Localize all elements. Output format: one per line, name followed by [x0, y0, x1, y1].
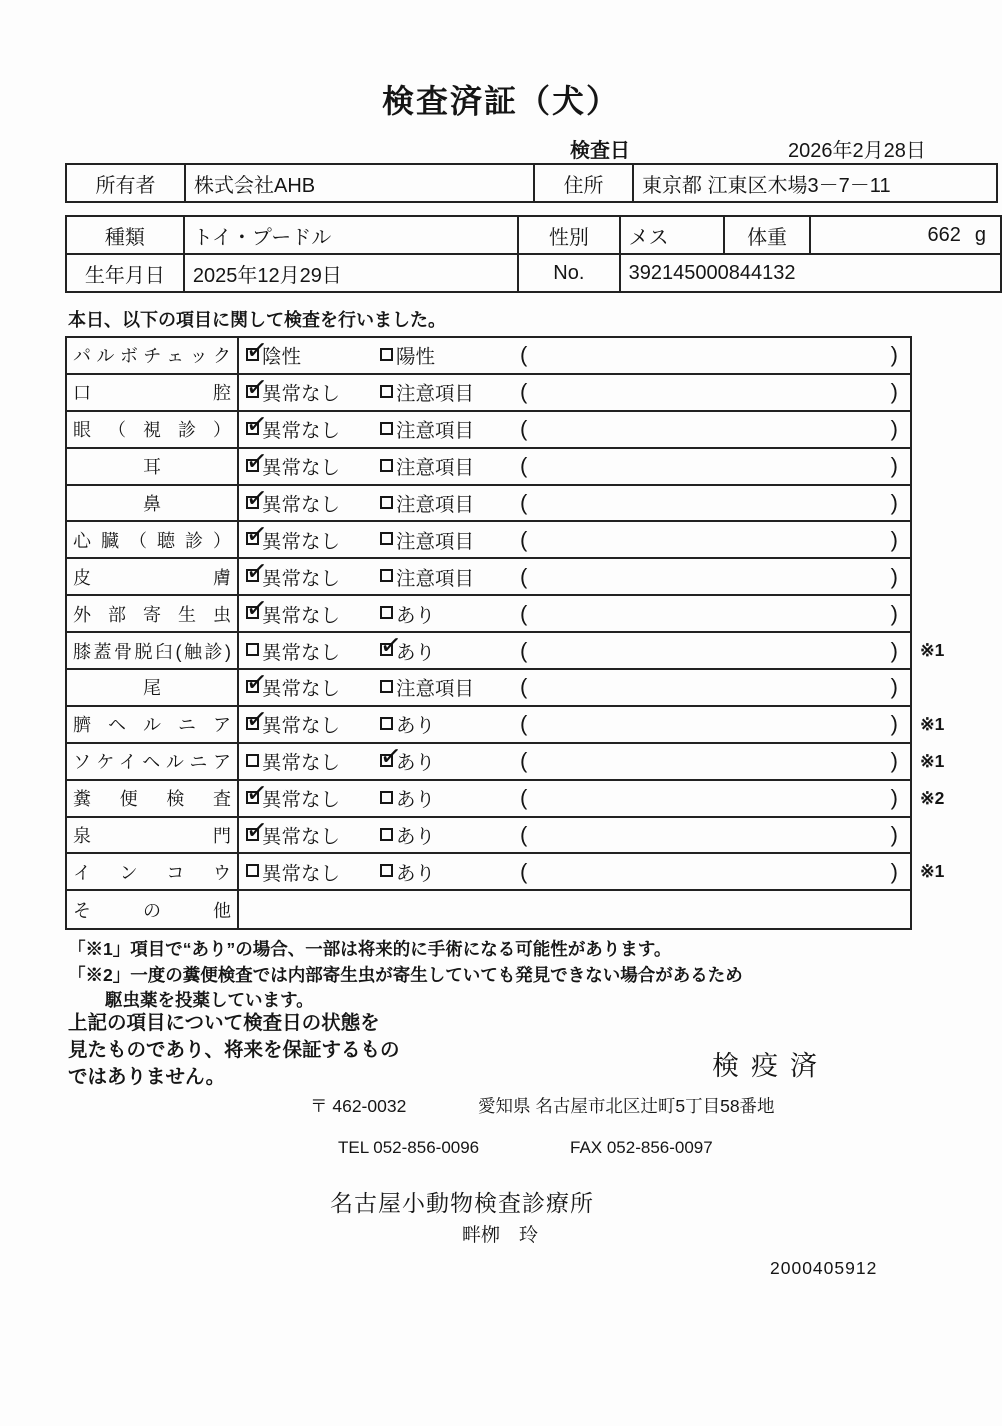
paren-close: )	[890, 342, 898, 368]
checklist-row-ectoparasites	[67, 596, 910, 633]
option1-label: 異常なし	[262, 826, 341, 849]
option2-label: 注意項目	[396, 457, 475, 480]
disclaimer-line3: ではありません。	[68, 1066, 226, 1088]
checkbox-normal	[246, 643, 259, 656]
checkbox-normal	[246, 385, 259, 398]
row-label: 泉門	[73, 826, 231, 847]
checklist-row-fontanelle	[67, 818, 910, 855]
checkbox-negative	[246, 348, 259, 361]
paren-open: (	[520, 526, 528, 552]
row-label: 心臓（聴診）	[73, 530, 231, 551]
option1-label: 異常なし	[262, 383, 341, 406]
weight-value: 662	[927, 223, 961, 246]
row-label: パルボチェック	[73, 346, 231, 367]
checkbox-normal	[246, 717, 259, 730]
paren-open: (	[520, 342, 528, 368]
checkbox-normal	[246, 569, 259, 582]
disclaimer-line2: 見たものであり、将来を保証するもの	[68, 1039, 400, 1061]
checkbox-normal	[246, 680, 259, 693]
inspection-date-value: 2026年2月28日	[788, 140, 926, 162]
option2-label: 注意項目	[396, 420, 475, 443]
paren-close: )	[890, 711, 898, 737]
checklist-row-nose	[67, 486, 910, 523]
option1-label: 異常なし	[262, 420, 341, 443]
paren-close: )	[890, 858, 898, 884]
checkbox-normal	[246, 606, 259, 619]
certificate-no-value: 392145000844132	[620, 254, 1001, 292]
owner-label: 所有者	[66, 164, 185, 202]
row-label: 皮膚	[73, 567, 231, 588]
option2-label: 注意項目	[396, 530, 475, 553]
option2-label: あり	[396, 752, 436, 775]
veterinarian-name: 畔栁 玲	[462, 1225, 539, 1246]
paren-open: (	[520, 416, 528, 442]
paren-close: )	[890, 674, 898, 700]
row-label: 臍ヘルニア	[73, 715, 231, 736]
paren-close: )	[890, 748, 898, 774]
option2-label: 陽性	[396, 346, 436, 369]
checklist-row-inguinal-hernia	[67, 744, 945, 781]
checkbox-present	[380, 791, 393, 804]
checklist-row-umbilical-hernia	[67, 707, 945, 744]
weight-unit: g	[974, 223, 986, 246]
paren-open: (	[520, 637, 528, 663]
checkbox-present	[380, 606, 393, 619]
option1-label: 異常なし	[262, 752, 341, 775]
checklist-row-tail	[67, 670, 910, 707]
option2-label: あり	[396, 604, 436, 627]
clinic-name: 名古屋小動物検査診療所	[330, 1190, 594, 1216]
option1-label: 異常なし	[262, 604, 341, 627]
checklist-row-parvo	[67, 338, 910, 375]
checkbox-normal	[246, 864, 259, 877]
row-label: 糞便検査	[73, 789, 231, 810]
checkbox-normal	[246, 754, 259, 767]
footnote-2: 「※2」一度の糞便検査では内部寄生虫が寄生していても発見できない場合があるため	[68, 965, 743, 985]
footnote-1: 「※1」項目で“あり”の場合、一部は将来的に手術になる可能性があります。	[68, 939, 672, 959]
option2-label: 注意項目	[396, 494, 475, 516]
disclaimer-line1: 上記の項目について検査日の状態を	[68, 1012, 380, 1034]
row-label: 膝蓋骨脱臼(触診)	[73, 641, 231, 662]
note-ref: ※1	[920, 750, 945, 771]
note-ref: ※1	[920, 640, 945, 661]
option1-label: 異常なし	[262, 530, 341, 553]
row-label: 口腔	[73, 383, 231, 404]
option2-label: あり	[396, 715, 436, 738]
checklist-row-heart	[67, 522, 910, 559]
checklist-row-fecal-exam	[67, 781, 945, 818]
clinic-fax: FAX 052-856-0097	[570, 1138, 713, 1157]
option2-label: あり	[396, 826, 436, 849]
row-label: 外部寄生虫	[73, 604, 231, 625]
birth-date-label: 生年月日	[66, 254, 184, 292]
paren-open: (	[520, 453, 528, 479]
paren-open: (	[520, 379, 528, 405]
paren-close: )	[890, 785, 898, 811]
paren-close: )	[890, 526, 898, 552]
note-ref: ※1	[920, 861, 945, 882]
breed-label: 種類	[66, 216, 184, 254]
option1-label: 異常なし	[262, 715, 341, 738]
checklist-row-skin	[67, 559, 910, 596]
owner-table	[65, 163, 998, 203]
option1-label: 陰性	[262, 346, 302, 369]
clinic-tel: TEL 052-856-0096	[338, 1138, 480, 1157]
checklist-row-mouth	[67, 375, 910, 412]
option1-label: 異常なし	[262, 567, 341, 590]
row-label: 耳	[143, 457, 161, 478]
checklist-row-other	[67, 891, 910, 928]
checkbox-caution	[380, 459, 393, 472]
paren-open: (	[520, 785, 528, 811]
checkbox-present	[380, 864, 393, 877]
clinic-address: 愛知県 名古屋市北区辻町5丁目58番地	[478, 1096, 775, 1116]
paren-close: )	[890, 416, 898, 442]
option1-label: 異常なし	[262, 641, 341, 664]
weight-label: 体重	[724, 216, 810, 254]
option1-label: 異常なし	[262, 494, 341, 516]
checklist-table	[65, 336, 945, 930]
paren-close: )	[890, 822, 898, 848]
checkbox-normal	[246, 791, 259, 804]
checkbox-caution	[380, 680, 393, 693]
row-label: 鼻	[143, 494, 161, 514]
checklist-row-inkou	[67, 854, 945, 891]
checkbox-normal	[246, 828, 259, 841]
paren-close: )	[890, 453, 898, 479]
paren-open: (	[520, 600, 528, 626]
owner-value: 株式会社AHB	[185, 164, 534, 202]
paren-open: (	[520, 748, 528, 774]
paren-open: (	[520, 490, 528, 515]
sex-value: メス	[620, 216, 724, 254]
certificate-no-label: No.	[518, 254, 619, 292]
checkbox-caution	[380, 569, 393, 582]
option1-label: 異常なし	[262, 862, 341, 885]
checklist-row-patella	[67, 633, 945, 670]
checklist-row-ears	[67, 449, 910, 486]
checkbox-caution	[380, 532, 393, 545]
paren-open: (	[520, 822, 528, 848]
paren-close: )	[890, 637, 898, 663]
inspection-date-label: 検査日	[570, 140, 630, 162]
row-label: ソケイヘルニア	[73, 752, 231, 773]
option2-label: あり	[396, 862, 436, 885]
checkbox-normal	[246, 422, 259, 435]
quarantine-stamp: 検疫済	[712, 1051, 829, 1081]
checklist-intro-text: 本日、以下の項目に関して検査を行いました。	[68, 310, 446, 330]
paren-close: )	[890, 563, 898, 589]
checkbox-normal	[246, 532, 259, 545]
option2-label: 注意項目	[396, 567, 475, 590]
paren-open: (	[520, 711, 528, 737]
paren-open: (	[520, 674, 528, 700]
option2-label: 注意項目	[396, 383, 475, 406]
paren-close: )	[890, 379, 898, 405]
page-title: 検査済証（犬）	[381, 83, 620, 119]
row-label: その他	[73, 900, 231, 921]
checkbox-present	[380, 643, 393, 656]
option2-label: 注意項目	[396, 678, 475, 701]
option1-label: 異常なし	[262, 457, 341, 480]
clinic-postal-code: 〒 462-0032	[310, 1096, 407, 1116]
checkbox-normal	[246, 459, 259, 472]
sex-label: 性別	[518, 216, 619, 254]
checkbox-present	[380, 828, 393, 841]
paren-open: (	[520, 858, 528, 884]
serial-number: 2000405912	[770, 1258, 878, 1278]
checkbox-positive	[380, 348, 393, 361]
option1-label: 異常なし	[262, 789, 341, 812]
checkbox-normal	[246, 496, 259, 509]
option2-label: あり	[396, 641, 436, 664]
footnote-2-continuation: 駆虫薬を投薬しています。	[105, 990, 314, 1010]
paren-close: )	[890, 600, 898, 626]
birth-date-value: 2025年12月29日	[184, 254, 518, 292]
note-ref: ※2	[920, 787, 945, 808]
paren-close: )	[890, 490, 898, 515]
checkbox-present	[380, 754, 393, 767]
note-ref: ※1	[920, 713, 945, 734]
row-label: インコウ	[73, 862, 231, 883]
paren-open: (	[520, 563, 528, 589]
checkbox-caution	[380, 496, 393, 509]
checkbox-caution	[380, 422, 393, 435]
animal-table	[65, 215, 1002, 293]
row-label: 眼（視診）	[73, 420, 231, 441]
row-label: 尾	[143, 678, 161, 699]
weight-value-cell	[810, 216, 1001, 254]
owner-address-value: 東京都 江東区木場3－7－11	[633, 164, 997, 202]
disclaimer-text	[68, 1010, 400, 1091]
option2-label: あり	[396, 789, 436, 812]
checkbox-present	[380, 717, 393, 730]
breed-value: トイ・プードル	[184, 216, 518, 254]
checklist-row-eyes	[67, 412, 910, 449]
checkbox-caution	[380, 385, 393, 398]
owner-address-label: 住所	[534, 164, 633, 202]
option1-label: 異常なし	[262, 678, 341, 701]
